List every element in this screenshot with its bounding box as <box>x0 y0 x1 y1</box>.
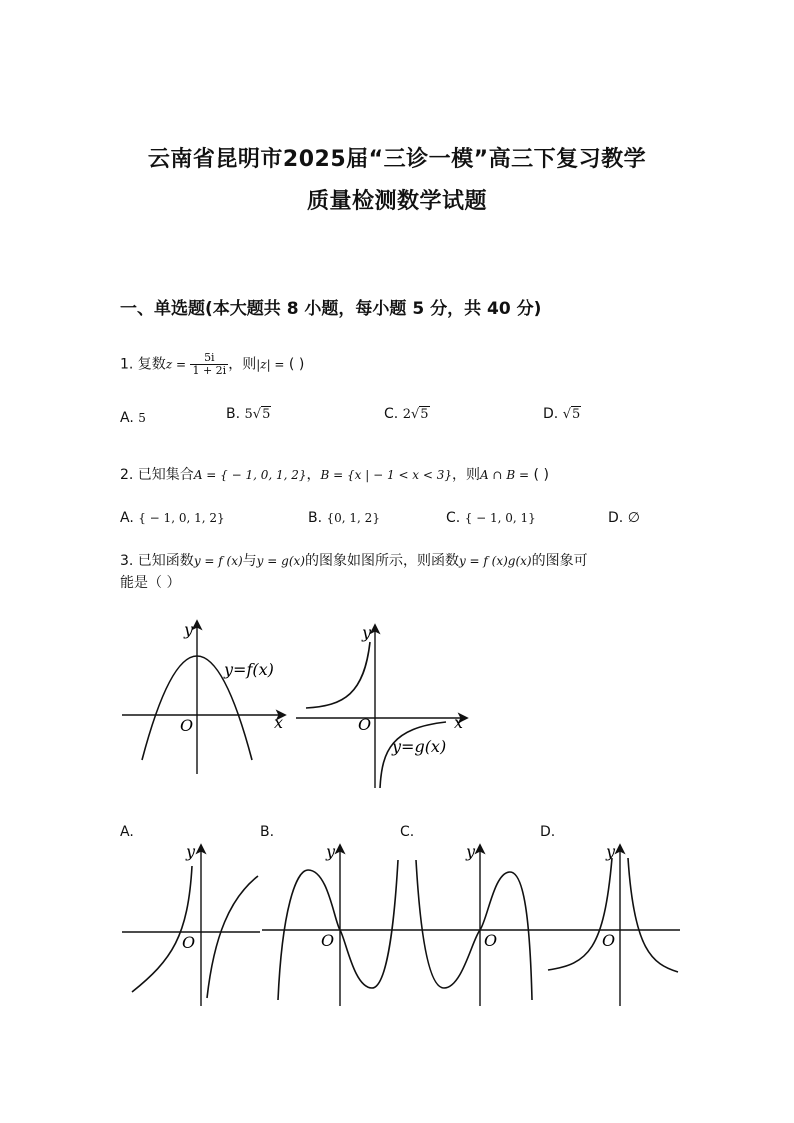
q3-g: y = g(x) <box>256 554 305 568</box>
question-2 <box>120 464 549 484</box>
q1-option-b[interactable] <box>226 406 271 422</box>
question-1 <box>120 352 304 377</box>
q3-mid: 的图象如图所示，则函数 <box>304 553 459 569</box>
graph-a-origin: O <box>182 933 196 952</box>
q1-option-b-value: 5√5 <box>244 407 271 422</box>
q3-tail: 的图象可 <box>531 553 588 569</box>
question-3 <box>120 550 680 594</box>
q2-option-d-label: D. <box>608 510 628 526</box>
q1-abs-z: |z| = <box>256 357 285 372</box>
graph-g-x-label: x <box>454 713 464 732</box>
q2-option-a-label: A. <box>120 510 139 526</box>
q1-option-c[interactable] <box>384 406 430 422</box>
page-title-line-2: 质量检测数学试题 <box>306 189 487 214</box>
q1-fraction <box>190 352 228 377</box>
graph-d-curve-right <box>628 858 678 972</box>
q2-set-a: A = { − 1, 0, 1, 2} <box>193 468 307 482</box>
q1-option-b-label: B. <box>226 406 245 422</box>
q1-option-c-label: C. <box>384 406 403 422</box>
graph-a-y-label: y <box>186 842 196 861</box>
q2-prefix: 2. 已知集合 <box>120 467 194 483</box>
q1-option-c-value: 2√5 <box>402 407 429 422</box>
graph-f-origin: O <box>180 716 194 735</box>
q2-option-a-value: { − 1, 0, 1, 2} <box>138 511 225 525</box>
graph-c-origin: O <box>484 931 498 950</box>
q1-option-d-label: D. <box>543 406 563 422</box>
q2-expr: A ∩ B = <box>480 468 530 482</box>
q1-option-a[interactable] <box>120 410 146 426</box>
q1-option-d-value: √5 <box>562 407 581 422</box>
q1-denominator: 1 + 2i <box>192 364 227 377</box>
q3-option-d-graph[interactable] <box>542 842 680 1006</box>
q2-set-b: B = {x | − 1 < x < 3} <box>320 468 453 482</box>
graph-g-y-label: y <box>362 623 372 642</box>
graph-g-label: y=g(x) <box>392 737 447 756</box>
q1-mid: ，则 <box>228 356 257 373</box>
graph-d-curve-left <box>548 858 612 970</box>
q2-option-c-label: C. <box>446 510 465 526</box>
q1-z-eq: z = <box>165 357 187 372</box>
page-title-line-1: 云南省昆明市2025届“三诊一模”高三下复习教学 <box>147 147 647 172</box>
q3-option-b-label[interactable]: B. <box>260 824 275 840</box>
graph-d-origin: O <box>602 931 616 950</box>
graph-b-origin: O <box>321 931 335 950</box>
q3-option-a-graph[interactable] <box>122 842 260 1006</box>
q2-tail: ( ) <box>529 467 549 483</box>
q1-option-a-label: A. <box>120 410 139 426</box>
graph-c-y-label: y <box>466 842 476 861</box>
q2-option-b-label: B. <box>308 510 327 526</box>
graph-g-origin: O <box>358 715 372 734</box>
q2-sep: ， <box>306 467 321 483</box>
section-heading: 一、单选题(本大题共 8 小题，每小题 5 分，共 40 分) <box>120 299 542 319</box>
q3-prefix: 3. 已知函数 <box>120 553 194 569</box>
q3-option-a-label[interactable]: A. <box>120 824 134 840</box>
q2-option-d-value: ∅ <box>627 510 640 526</box>
q2-option-d[interactable] <box>608 510 640 526</box>
graph-g-curve-left <box>306 642 370 708</box>
q3-option-d-label[interactable]: D. <box>540 824 556 840</box>
q1-option-d[interactable] <box>543 406 581 422</box>
q3-option-c-graph[interactable] <box>402 842 542 1006</box>
q3-option-c-label[interactable]: C. <box>400 824 415 840</box>
q2-option-b[interactable] <box>308 510 380 526</box>
q3-and: 与 <box>242 553 257 569</box>
q3-line-2: 能是（ ） <box>120 575 181 591</box>
graph-b-y-label: y <box>326 842 336 861</box>
q3-fg: y = f (x)g(x) <box>458 554 532 568</box>
q3-f: y = f (x) <box>193 554 243 568</box>
graph-a-curve-right <box>207 876 258 998</box>
q2-option-a[interactable] <box>120 510 225 526</box>
graph-f-label: y=f(x) <box>224 660 274 679</box>
q2-mid: ，则 <box>452 467 481 483</box>
graph-f <box>118 614 290 784</box>
q1-prefix: 1. 复数 <box>120 356 166 373</box>
graph-f-x-label: x <box>274 713 284 732</box>
q2-option-b-value: {0, 1, 2} <box>326 511 380 525</box>
graph-g <box>296 620 472 792</box>
graph-f-y-label: y <box>184 620 194 639</box>
q1-option-a-value: 5 <box>138 411 146 425</box>
q3-option-graphs <box>118 840 684 1010</box>
q1-tail: ( ) <box>284 356 305 373</box>
graph-d-y-label: y <box>606 842 616 861</box>
q1-numerator: 5i <box>190 352 228 365</box>
q2-option-c-value: { − 1, 0, 1} <box>464 511 536 525</box>
graph-a-curve-left <box>132 866 192 992</box>
q3-option-b-graph[interactable] <box>262 842 402 1006</box>
q2-option-c[interactable] <box>446 510 536 526</box>
